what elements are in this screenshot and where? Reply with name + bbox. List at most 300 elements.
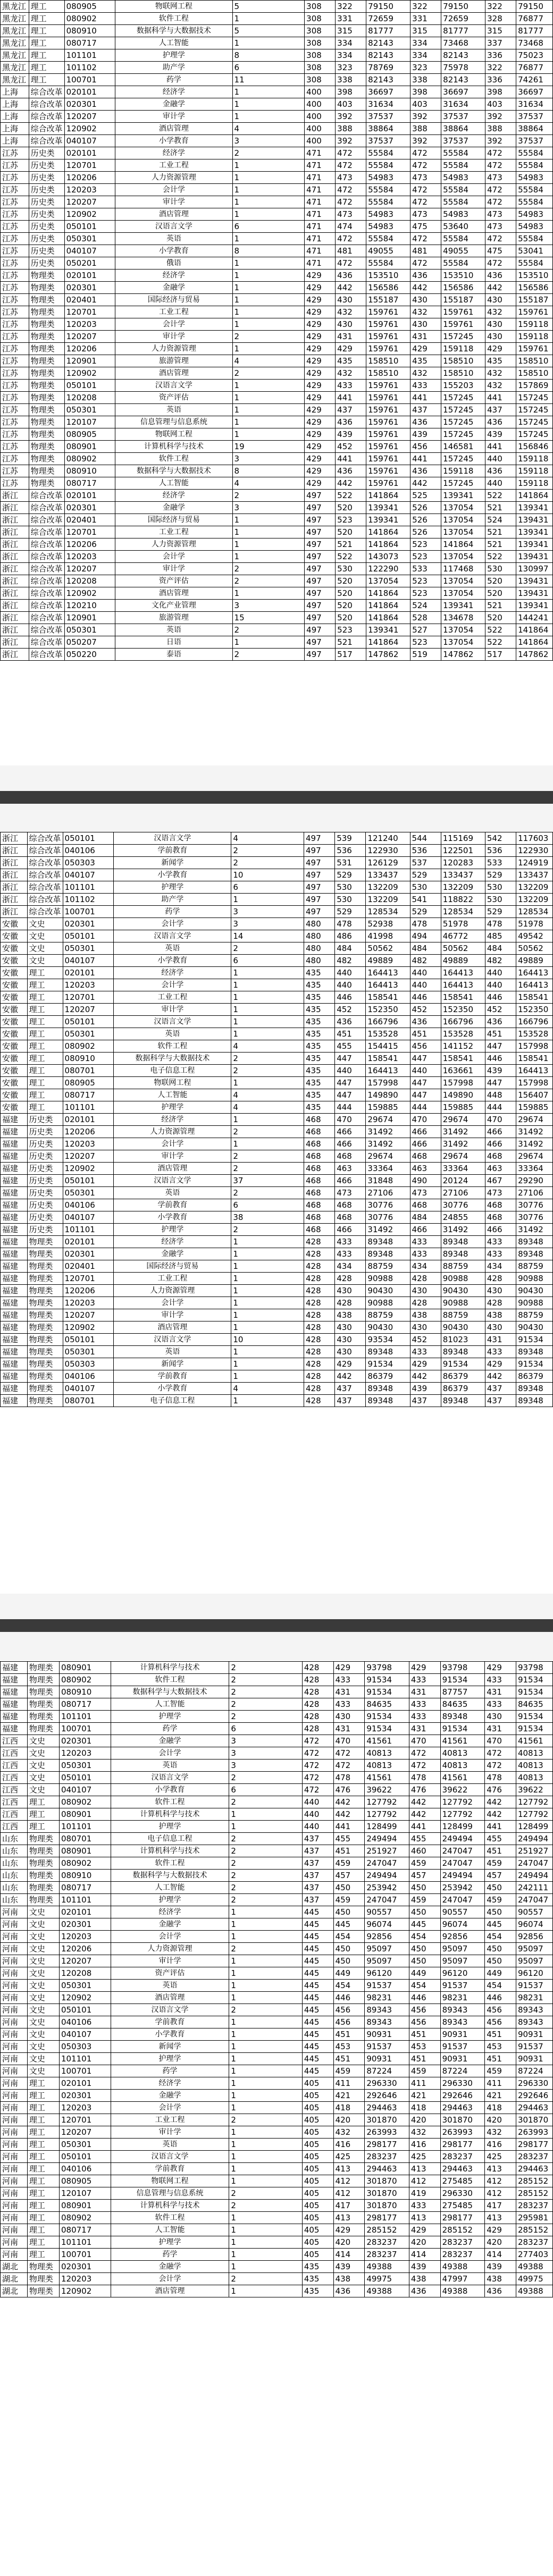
table-cell: 451: [485, 1028, 516, 1040]
table-cell: 90931: [440, 2028, 485, 2041]
table-cell: 江苏: [1, 184, 29, 196]
table-cell: 2: [231, 1187, 304, 1199]
table-cell: 476: [333, 1784, 365, 1796]
table-cell: 国际经济与贸易: [115, 514, 232, 526]
table-cell: 1: [229, 2102, 302, 2114]
table-cell: 442: [485, 1370, 516, 1383]
table-cell: 小学教育: [114, 869, 231, 881]
table-cell: 30776: [516, 1211, 553, 1224]
table-cell: 050301: [59, 1980, 111, 1992]
table-cell: 050303: [63, 1358, 114, 1370]
table-row: [1, 270, 553, 282]
table-row: [1, 2236, 553, 2249]
table-cell: 433: [410, 1346, 441, 1358]
table-cell: 522: [336, 490, 366, 502]
table-cell: 275485: [440, 2175, 485, 2187]
table-cell: 466: [485, 1126, 516, 1138]
table-cell: 汉语言文学: [115, 221, 232, 233]
table-cell: 88759: [366, 1309, 410, 1321]
table-cell: 539: [335, 832, 366, 845]
table-cell: 86379: [441, 1383, 485, 1395]
table-cell: 英语: [114, 1028, 231, 1040]
table-row: [1, 49, 553, 62]
table-cell: 475: [485, 245, 516, 257]
table-cell: 429: [305, 343, 336, 355]
table-cell: 080910: [59, 1870, 111, 1882]
table-cell: 31492: [516, 1138, 553, 1150]
table-cell: 413: [409, 2163, 440, 2175]
table-cell: 472: [485, 1747, 516, 1760]
table-cell: 综合改革: [29, 123, 64, 135]
table-row: [1, 1383, 553, 1395]
table-cell: 91537: [440, 1980, 485, 1992]
table-cell: 物理类: [29, 416, 64, 428]
table-cell: 159118: [516, 331, 553, 343]
table-cell: 450: [333, 1943, 365, 1955]
table-cell: 040107: [63, 1383, 114, 1395]
table-cell: 福建: [1, 1211, 28, 1224]
table-cell: 497: [305, 575, 336, 587]
table-cell: 432: [336, 306, 366, 318]
table-cell: 综合改革: [29, 636, 64, 649]
table-cell: 40813: [365, 1747, 409, 1760]
table-cell: 315: [336, 25, 366, 37]
table-cell: 英语: [111, 2139, 229, 2151]
table-row: [1, 111, 553, 123]
table-cell: 90931: [365, 2053, 409, 2065]
table-cell: 285152: [516, 2187, 552, 2200]
table-cell: 440: [410, 1065, 441, 1077]
table-cell: 472: [336, 147, 366, 159]
table-cell: 101101: [64, 49, 115, 62]
table-cell: 文史: [27, 1980, 59, 1992]
table-cell: 529: [485, 906, 516, 918]
table-cell: 综合改革: [29, 563, 64, 575]
table-cell: 综合改革: [29, 111, 64, 123]
table-cell: 439: [485, 2261, 516, 2273]
table-cell: 黑龙江: [1, 25, 29, 37]
table-cell: 164413: [516, 979, 553, 991]
table-row: [1, 1808, 553, 1821]
table-cell: 理工: [27, 2139, 59, 2151]
table-cell: 1: [231, 1248, 304, 1260]
table-cell: 157245: [441, 404, 485, 416]
table-cell: 55584: [516, 184, 553, 196]
table-cell: 计算机科学与技术: [111, 1808, 229, 1821]
table-cell: 79150: [441, 1, 485, 13]
table-cell: 理工: [27, 1065, 63, 1077]
table-cell: 1: [229, 2139, 302, 2151]
table-cell: 84635: [365, 1698, 409, 1711]
table-cell: 429: [409, 2224, 440, 2236]
table-cell: 468: [304, 1163, 335, 1175]
table-cell: 050101: [63, 1334, 114, 1346]
table-cell: 泰语: [115, 649, 232, 661]
table-cell: 江苏: [1, 355, 29, 367]
table-cell: 128534: [366, 906, 410, 918]
table-cell: 478: [335, 918, 366, 930]
table-cell: 药学: [115, 74, 232, 86]
table-cell: 436: [333, 2285, 365, 2297]
table-cell: 27106: [366, 1187, 410, 1199]
table-cell: 471: [305, 184, 336, 196]
table-cell: 1: [232, 636, 305, 649]
table-cell: 405: [302, 2212, 333, 2224]
table-cell: 经济学: [114, 967, 231, 979]
table-cell: 529: [485, 869, 516, 881]
table-cell: 90988: [441, 1297, 485, 1309]
table-cell: 141864: [366, 600, 410, 612]
table-cell: 430: [485, 318, 516, 331]
table-cell: 2: [231, 1224, 304, 1236]
table-cell: 451: [335, 1028, 366, 1040]
table-cell: 55584: [441, 257, 485, 270]
table-cell: 296330: [440, 2077, 485, 2090]
table-cell: 328: [485, 13, 516, 25]
table-cell: 1: [231, 1370, 304, 1383]
table-cell: 38864: [516, 123, 553, 135]
table-cell: 文史: [27, 1747, 59, 1760]
table-cell: 计算机科学与技术: [111, 1662, 229, 1674]
table-cell: 90430: [366, 1321, 410, 1334]
table-cell: 446: [485, 991, 516, 1004]
table-cell: 37537: [516, 111, 553, 123]
table-cell: 283237: [516, 2200, 552, 2212]
table-cell: 37: [231, 1175, 304, 1187]
table-row: [1, 1870, 553, 1882]
table-cell: 120701: [64, 526, 115, 538]
table-cell: 73468: [516, 37, 553, 49]
table-cell: 120901: [64, 612, 115, 624]
table-cell: 521: [485, 526, 516, 538]
table-cell: 2: [229, 1796, 302, 1808]
table-cell: 安徽: [1, 1077, 28, 1089]
table-cell: 人力资源管理: [114, 1285, 231, 1297]
table-cell: 472: [336, 233, 366, 245]
table-row: [1, 184, 553, 196]
table-cell: 471: [305, 147, 336, 159]
table-row: [1, 1126, 553, 1138]
table-cell: 酒店管理: [114, 1321, 231, 1334]
table-cell: 84635: [516, 1698, 552, 1711]
table-cell: 435: [304, 979, 335, 991]
table-cell: 91534: [365, 1686, 409, 1698]
table-cell: 江西: [1, 1808, 28, 1821]
table-cell: 445: [302, 1980, 333, 1992]
table-cell: 418: [333, 2102, 365, 2114]
table-cell: 综合改革: [27, 906, 63, 918]
table-cell: 249494: [516, 1870, 552, 1882]
table-cell: 428: [302, 1674, 333, 1686]
table-cell: 1: [229, 2224, 302, 2236]
table-cell: 河南: [1, 2114, 28, 2126]
table-cell: 理工: [27, 2224, 59, 2236]
table-cell: 080717: [64, 37, 115, 49]
table-cell: 521: [485, 502, 516, 514]
table-cell: 93798: [516, 1662, 552, 1674]
table-cell: 89348: [366, 1395, 410, 1407]
table-cell: 472: [302, 1784, 333, 1796]
table-cell: 学前教育: [114, 1370, 231, 1383]
table-cell: 38864: [366, 123, 410, 135]
table-cell: 人工智能: [111, 1698, 229, 1711]
table-cell: 49388: [365, 2261, 409, 2273]
table-cell: 历史类: [27, 1175, 63, 1187]
table-cell: 080701: [63, 1395, 114, 1407]
table-cell: 429: [305, 392, 336, 404]
table-cell: 河南: [1, 2090, 28, 2102]
table-cell: 文史: [27, 2004, 59, 2016]
table-cell: 汉语言文学: [111, 2151, 229, 2163]
table-cell: 412: [333, 2187, 365, 2200]
table-cell: 413: [333, 2212, 365, 2224]
table-cell: 120208: [64, 575, 115, 587]
table-cell: 050301: [64, 624, 115, 636]
table-cell: 433: [336, 380, 366, 392]
table-cell: 41561: [516, 1735, 552, 1747]
table-cell: 120203: [59, 2102, 111, 2114]
table-cell: 156586: [441, 282, 485, 294]
table-cell: 会计学: [115, 318, 232, 331]
admission-table-2: [0, 832, 553, 1407]
table-cell: 529: [335, 906, 366, 918]
table-cell: 物理类: [29, 343, 64, 355]
table-cell: 39622: [440, 1784, 485, 1796]
table-cell: 164413: [441, 967, 485, 979]
table-cell: 120107: [64, 416, 115, 428]
table-row: [1, 1297, 553, 1309]
table-cell: 会计学: [114, 1297, 231, 1309]
table-cell: 020301: [63, 918, 114, 930]
table-cell: 29674: [441, 1114, 485, 1126]
table-cell: 会计学: [111, 2102, 229, 2114]
table-cell: 436: [485, 416, 516, 428]
table-cell: 经济学: [111, 1906, 229, 1918]
table-cell: 080717: [64, 477, 115, 490]
table-cell: 430: [410, 318, 441, 331]
table-cell: 159761: [366, 392, 410, 404]
table-cell: 30776: [366, 1199, 410, 1211]
table-cell: 445: [485, 1918, 516, 1931]
table-cell: 120902: [64, 123, 115, 135]
table-cell: 6: [231, 955, 304, 967]
table-cell: 478: [333, 1772, 365, 1784]
table-cell: 89343: [365, 2004, 409, 2016]
table-row: [1, 930, 553, 942]
table-cell: 79150: [366, 1, 410, 13]
table-cell: 40813: [516, 1760, 552, 1772]
table-cell: 159761: [366, 331, 410, 343]
table-cell: 435: [485, 355, 516, 367]
table-cell: 50562: [516, 942, 553, 955]
table-cell: 080902: [59, 1857, 111, 1870]
table-cell: 福建: [1, 1260, 28, 1273]
table-cell: 理工: [27, 2175, 59, 2187]
table-row: [1, 1040, 553, 1053]
table-cell: 1: [232, 587, 305, 600]
table-cell: 050207: [64, 636, 115, 649]
table-cell: 黑龙江: [1, 37, 29, 49]
table-cell: 471: [305, 245, 336, 257]
table-cell: 420: [485, 2236, 516, 2249]
table-cell: 468: [485, 1211, 516, 1224]
table-cell: 2: [232, 575, 305, 587]
table-cell: 141864: [366, 490, 410, 502]
table-cell: 080910: [63, 1053, 114, 1065]
table-row: [1, 918, 553, 930]
table-cell: 江苏: [1, 428, 29, 441]
table-cell: 137054: [441, 587, 485, 600]
table-cell: 审计学: [114, 1004, 231, 1016]
table-row: [1, 1089, 553, 1101]
table-cell: 综合改革: [29, 526, 64, 538]
table-cell: 金融学: [114, 1248, 231, 1260]
table-row: [1, 2285, 553, 2297]
table-cell: 1: [229, 2065, 302, 2077]
table-cell: 445: [302, 2004, 333, 2016]
table-cell: 323: [336, 62, 366, 74]
table-cell: 120207: [59, 2126, 111, 2139]
table-cell: 山东: [1, 1870, 28, 1882]
table-cell: 理工: [27, 1808, 59, 1821]
table-cell: 456: [409, 2016, 440, 2028]
table-cell: 482: [410, 955, 441, 967]
table-cell: 459: [409, 2065, 440, 2077]
table-cell: 417: [485, 2200, 516, 2212]
table-cell: 308: [305, 1, 336, 13]
table-cell: 403: [336, 98, 366, 111]
table-cell: 120207: [64, 563, 115, 575]
table-cell: 江苏: [1, 147, 29, 159]
table-cell: 2: [232, 649, 305, 661]
table-row: [1, 37, 553, 49]
table-cell: 530: [335, 881, 366, 894]
table-cell: 530: [336, 563, 366, 575]
table-cell: 计算机科学与技术: [111, 2200, 229, 2212]
table-cell: 河南: [1, 2151, 28, 2163]
table-cell: 432: [410, 306, 441, 318]
table-cell: 91537: [516, 1980, 552, 1992]
table-cell: 080905: [64, 1, 115, 13]
table-cell: 436: [485, 465, 516, 477]
table-cell: 文史: [27, 1784, 59, 1796]
table-cell: 河南: [1, 2200, 28, 2212]
table-row: [1, 416, 553, 428]
table-cell: 472: [336, 257, 366, 270]
table-cell: 2: [229, 1698, 302, 1711]
table-cell: 120210: [64, 600, 115, 612]
table-cell: 322: [336, 1, 366, 13]
table-cell: 2: [231, 1150, 304, 1163]
table-cell: 江西: [1, 1747, 28, 1760]
table-cell: 英语: [115, 404, 232, 416]
table-cell: 37537: [516, 135, 553, 147]
table-cell: 福建: [1, 1297, 28, 1309]
table-row: [1, 979, 553, 991]
table-cell: 2: [229, 1870, 302, 1882]
table-cell: 经济学: [115, 147, 232, 159]
table-row: [1, 832, 553, 845]
table-cell: 资产评估: [111, 1967, 229, 1980]
table-cell: 446: [410, 991, 441, 1004]
table-cell: 438: [410, 1309, 441, 1321]
table-cell: 242111: [516, 1882, 552, 1894]
table-cell: 020301: [64, 98, 115, 111]
table-cell: 2: [232, 147, 305, 159]
table-cell: 472: [485, 147, 516, 159]
table-cell: 文史: [27, 1760, 59, 1772]
table-cell: 物理类: [27, 1870, 59, 1882]
table-cell: 428: [304, 1273, 335, 1285]
table-cell: 435: [304, 967, 335, 979]
table-cell: 120203: [59, 1747, 111, 1760]
table-cell: 429: [485, 1358, 516, 1370]
table-cell: 会计学: [114, 1138, 231, 1150]
table-cell: 100701: [64, 74, 115, 86]
table-cell: 080901: [59, 1808, 111, 1821]
table-cell: 139431: [516, 514, 553, 526]
table-cell: 433: [335, 1248, 366, 1260]
table-cell: 435: [304, 1101, 335, 1114]
table-cell: 90931: [516, 2053, 552, 2065]
table-cell: 468: [335, 1211, 366, 1224]
table-cell: 俄语: [115, 257, 232, 270]
table-cell: 47997: [440, 2273, 485, 2285]
table-cell: 132209: [516, 894, 553, 906]
table-row: [1, 649, 553, 661]
table-cell: 历史类: [29, 147, 64, 159]
table-cell: 1: [231, 967, 304, 979]
table-cell: 3: [231, 906, 304, 918]
table-cell: 89348: [516, 1395, 553, 1407]
table-cell: 159761: [366, 453, 410, 465]
table-cell: 450: [409, 1943, 440, 1955]
table-cell: 453: [333, 2041, 365, 2053]
admission-table-3: [0, 1661, 553, 2297]
table-cell: 442: [410, 1370, 441, 1383]
table-cell: 福建: [1, 1686, 28, 1698]
table-cell: 155203: [441, 380, 485, 392]
table-row: [1, 2200, 553, 2212]
table-cell: 100701: [59, 1723, 111, 1735]
table-cell: 471: [305, 159, 336, 172]
table-cell: 100701: [63, 906, 114, 918]
table-cell: 450: [333, 1906, 365, 1918]
table-cell: 物理类: [29, 404, 64, 416]
table-row: [1, 441, 553, 453]
table-cell: 人工智能: [115, 37, 232, 49]
table-cell: 数据科学与大数据技术: [111, 1686, 229, 1698]
table-cell: 294463: [440, 2163, 485, 2175]
table-cell: 120206: [64, 343, 115, 355]
table-row: [1, 1248, 553, 1260]
table-cell: 物理类: [27, 1285, 63, 1297]
table-cell: 51978: [441, 918, 485, 930]
table-cell: 审计学: [115, 196, 232, 208]
table-cell: 49889: [516, 955, 553, 967]
table-cell: 433: [409, 1698, 440, 1711]
table-cell: 445: [302, 2053, 333, 2065]
table-cell: 历史类: [27, 1211, 63, 1224]
table-cell: 理工: [27, 1016, 63, 1028]
table-cell: 411: [485, 2077, 516, 2090]
table-cell: 466: [485, 1224, 516, 1236]
table-cell: 439: [336, 428, 366, 441]
table-cell: 536: [485, 845, 516, 857]
table-cell: 157998: [441, 1077, 485, 1089]
table-cell: 247047: [516, 1894, 552, 1906]
table-cell: 安徽: [1, 1089, 28, 1101]
